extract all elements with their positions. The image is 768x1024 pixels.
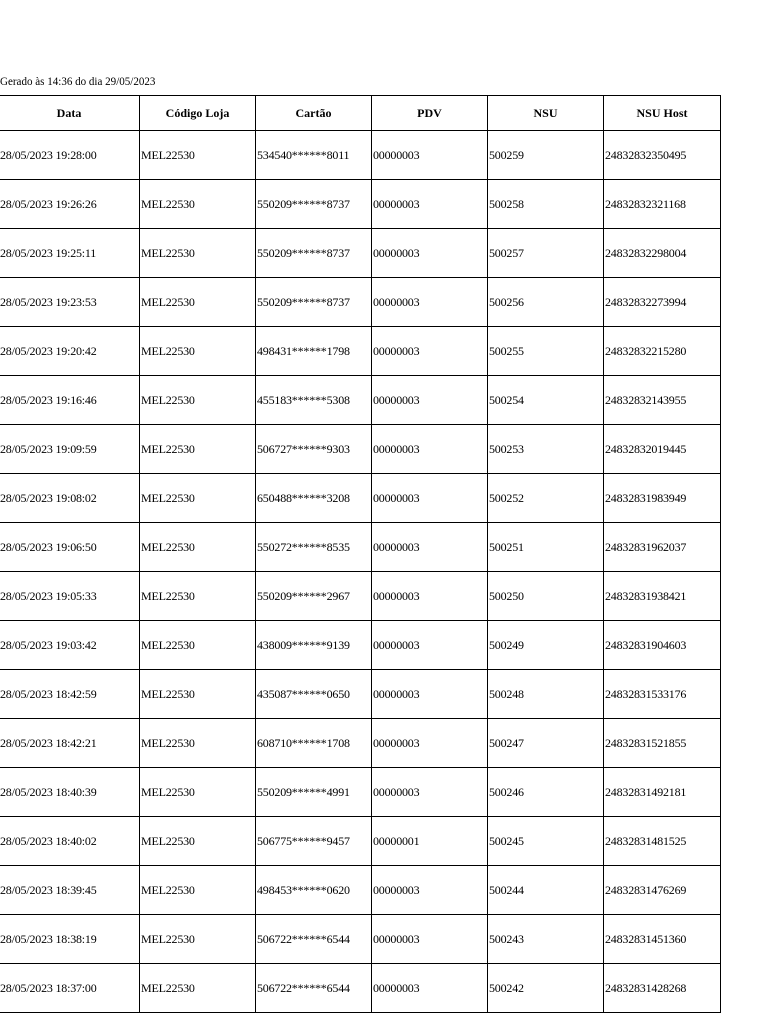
- table-row: [0, 474, 721, 523]
- table-header-row: [0, 96, 721, 131]
- cell-pdv: 00000003: [372, 278, 488, 327]
- cell-nsu-host: 24832831983949: [604, 474, 721, 523]
- cell-cartao: 438009******9139: [256, 621, 372, 670]
- cell-nsu: 500250: [488, 572, 604, 621]
- cell-pdv: 00000003: [372, 327, 488, 376]
- cell-cartao: 498431******1798: [256, 327, 372, 376]
- cell-codigo-loja: MEL22530: [140, 327, 256, 376]
- cell-data: 28/05/2023 18:37:00: [0, 964, 140, 1013]
- cell-data: 28/05/2023 18:40:39: [0, 768, 140, 817]
- cell-nsu-host: 24832831492181: [604, 768, 721, 817]
- cell-data: 28/05/2023 18:42:21: [0, 719, 140, 768]
- column-header-pdv: PDV: [372, 96, 488, 131]
- cell-codigo-loja: MEL22530: [140, 768, 256, 817]
- table-row: [0, 670, 721, 719]
- table-row: [0, 866, 721, 915]
- cell-nsu-host: 24832831521855: [604, 719, 721, 768]
- cell-data: 28/05/2023 19:28:00: [0, 131, 140, 180]
- cell-pdv: 00000003: [372, 229, 488, 278]
- cell-nsu-host: 24832832298004: [604, 229, 721, 278]
- table-row: [0, 180, 721, 229]
- cell-pdv: 00000003: [372, 376, 488, 425]
- table-row: [0, 768, 721, 817]
- cell-nsu: 500247: [488, 719, 604, 768]
- cell-codigo-loja: MEL22530: [140, 131, 256, 180]
- cell-nsu-host: 24832832321168: [604, 180, 721, 229]
- cell-nsu: 500254: [488, 376, 604, 425]
- cell-nsu: 500256: [488, 278, 604, 327]
- cell-cartao: 550209******2967: [256, 572, 372, 621]
- column-header-codigo-loja: Código Loja: [140, 96, 256, 131]
- cell-data: 28/05/2023 19:06:50: [0, 523, 140, 572]
- cell-pdv: 00000003: [372, 474, 488, 523]
- cell-pdv: 00000003: [372, 523, 488, 572]
- cell-cartao: 506722******6544: [256, 915, 372, 964]
- cell-nsu-host: 24832831481525: [604, 817, 721, 866]
- table-row: [0, 719, 721, 768]
- cell-nsu: 500245: [488, 817, 604, 866]
- cell-pdv: 00000003: [372, 964, 488, 1013]
- column-header-cartao: Cartão: [256, 96, 372, 131]
- cell-nsu-host: 24832831962037: [604, 523, 721, 572]
- cell-nsu-host: 24832832215280: [604, 327, 721, 376]
- table-row: [0, 131, 721, 180]
- cell-nsu: 500259: [488, 131, 604, 180]
- cell-data: 28/05/2023 18:38:19: [0, 915, 140, 964]
- cell-pdv: 00000003: [372, 670, 488, 719]
- table-row: [0, 915, 721, 964]
- cell-nsu: 500253: [488, 425, 604, 474]
- cell-nsu: 500255: [488, 327, 604, 376]
- cell-nsu: 500242: [488, 964, 604, 1013]
- table-body: [0, 131, 721, 1013]
- table-row: [0, 817, 721, 866]
- cell-nsu: 500252: [488, 474, 604, 523]
- table-row: [0, 278, 721, 327]
- table-row: [0, 229, 721, 278]
- cell-cartao: 498453******0620: [256, 866, 372, 915]
- cell-codigo-loja: MEL22530: [140, 670, 256, 719]
- cell-pdv: 00000003: [372, 621, 488, 670]
- column-header-nsu: NSU: [488, 96, 604, 131]
- cell-data: 28/05/2023 19:16:46: [0, 376, 140, 425]
- cell-nsu: 500244: [488, 866, 604, 915]
- cell-cartao: 455183******5308: [256, 376, 372, 425]
- cell-data: 28/05/2023 18:39:45: [0, 866, 140, 915]
- column-header-data: Data: [0, 96, 140, 131]
- cell-codigo-loja: MEL22530: [140, 278, 256, 327]
- table-row: [0, 425, 721, 474]
- cell-data: 28/05/2023 19:05:33: [0, 572, 140, 621]
- cell-nsu-host: 24832831533176: [604, 670, 721, 719]
- cell-nsu: 500257: [488, 229, 604, 278]
- cell-nsu-host: 24832831904603: [604, 621, 721, 670]
- cell-nsu-host: 24832831938421: [604, 572, 721, 621]
- cell-cartao: 550272******8535: [256, 523, 372, 572]
- cell-nsu-host: 24832832143955: [604, 376, 721, 425]
- table-row: [0, 964, 721, 1013]
- cell-nsu-host: 24832832019445: [604, 425, 721, 474]
- cell-pdv: 00000003: [372, 719, 488, 768]
- cell-codigo-loja: MEL22530: [140, 572, 256, 621]
- table-row: [0, 621, 721, 670]
- cell-pdv: 00000003: [372, 572, 488, 621]
- cell-nsu-host: 24832832273994: [604, 278, 721, 327]
- cell-cartao: 608710******1708: [256, 719, 372, 768]
- table-row: [0, 572, 721, 621]
- cell-pdv: 00000003: [372, 768, 488, 817]
- cell-cartao: 550209******8737: [256, 180, 372, 229]
- cell-pdv: 00000003: [372, 915, 488, 964]
- cell-codigo-loja: MEL22530: [140, 474, 256, 523]
- cell-cartao: 506775******9457: [256, 817, 372, 866]
- cell-codigo-loja: MEL22530: [140, 621, 256, 670]
- cell-data: 28/05/2023 19:23:53: [0, 278, 140, 327]
- cell-codigo-loja: MEL22530: [140, 376, 256, 425]
- cell-codigo-loja: MEL22530: [140, 964, 256, 1013]
- cell-cartao: 550209******8737: [256, 278, 372, 327]
- cell-nsu: 500251: [488, 523, 604, 572]
- cell-pdv: 00000001: [372, 817, 488, 866]
- cell-data: 28/05/2023 19:26:26: [0, 180, 140, 229]
- table-row: [0, 523, 721, 572]
- cell-nsu: 500249: [488, 621, 604, 670]
- cell-codigo-loja: MEL22530: [140, 866, 256, 915]
- cell-codigo-loja: MEL22530: [140, 719, 256, 768]
- cell-data: 28/05/2023 19:20:42: [0, 327, 140, 376]
- cell-data: 28/05/2023 18:40:02: [0, 817, 140, 866]
- cell-nsu: 500243: [488, 915, 604, 964]
- cell-data: 28/05/2023 18:42:59: [0, 670, 140, 719]
- cell-nsu-host: 24832831476269: [604, 866, 721, 915]
- cell-nsu-host: 24832832350495: [604, 131, 721, 180]
- cell-pdv: 00000003: [372, 180, 488, 229]
- cell-cartao: 650488******3208: [256, 474, 372, 523]
- cell-cartao: 435087******0650: [256, 670, 372, 719]
- cell-nsu: 500246: [488, 768, 604, 817]
- cell-nsu: 500258: [488, 180, 604, 229]
- column-header-nsu-host: NSU Host: [604, 96, 721, 131]
- cell-nsu-host: 24832831428268: [604, 964, 721, 1013]
- cell-cartao: 506722******6544: [256, 964, 372, 1013]
- cell-codigo-loja: MEL22530: [140, 817, 256, 866]
- cell-codigo-loja: MEL22530: [140, 180, 256, 229]
- cell-codigo-loja: MEL22530: [140, 425, 256, 474]
- cell-codigo-loja: MEL22530: [140, 915, 256, 964]
- cell-cartao: 506727******9303: [256, 425, 372, 474]
- cell-nsu-host: 24832831451360: [604, 915, 721, 964]
- cell-data: 28/05/2023 19:25:11: [0, 229, 140, 278]
- table-row: [0, 327, 721, 376]
- generated-timestamp: Gerado às 14:36 do dia 29/05/2023: [0, 74, 156, 88]
- table-row: [0, 376, 721, 425]
- cell-codigo-loja: MEL22530: [140, 523, 256, 572]
- cell-data: 28/05/2023 19:09:59: [0, 425, 140, 474]
- cell-pdv: 00000003: [372, 866, 488, 915]
- cell-data: 28/05/2023 19:08:02: [0, 474, 140, 523]
- cell-cartao: 550209******4991: [256, 768, 372, 817]
- cell-pdv: 00000003: [372, 131, 488, 180]
- cell-data: 28/05/2023 19:03:42: [0, 621, 140, 670]
- cell-pdv: 00000003: [372, 425, 488, 474]
- cell-cartao: 550209******8737: [256, 229, 372, 278]
- transactions-table: [0, 95, 721, 1013]
- cell-codigo-loja: MEL22530: [140, 229, 256, 278]
- cell-cartao: 534540******8011: [256, 131, 372, 180]
- cell-nsu: 500248: [488, 670, 604, 719]
